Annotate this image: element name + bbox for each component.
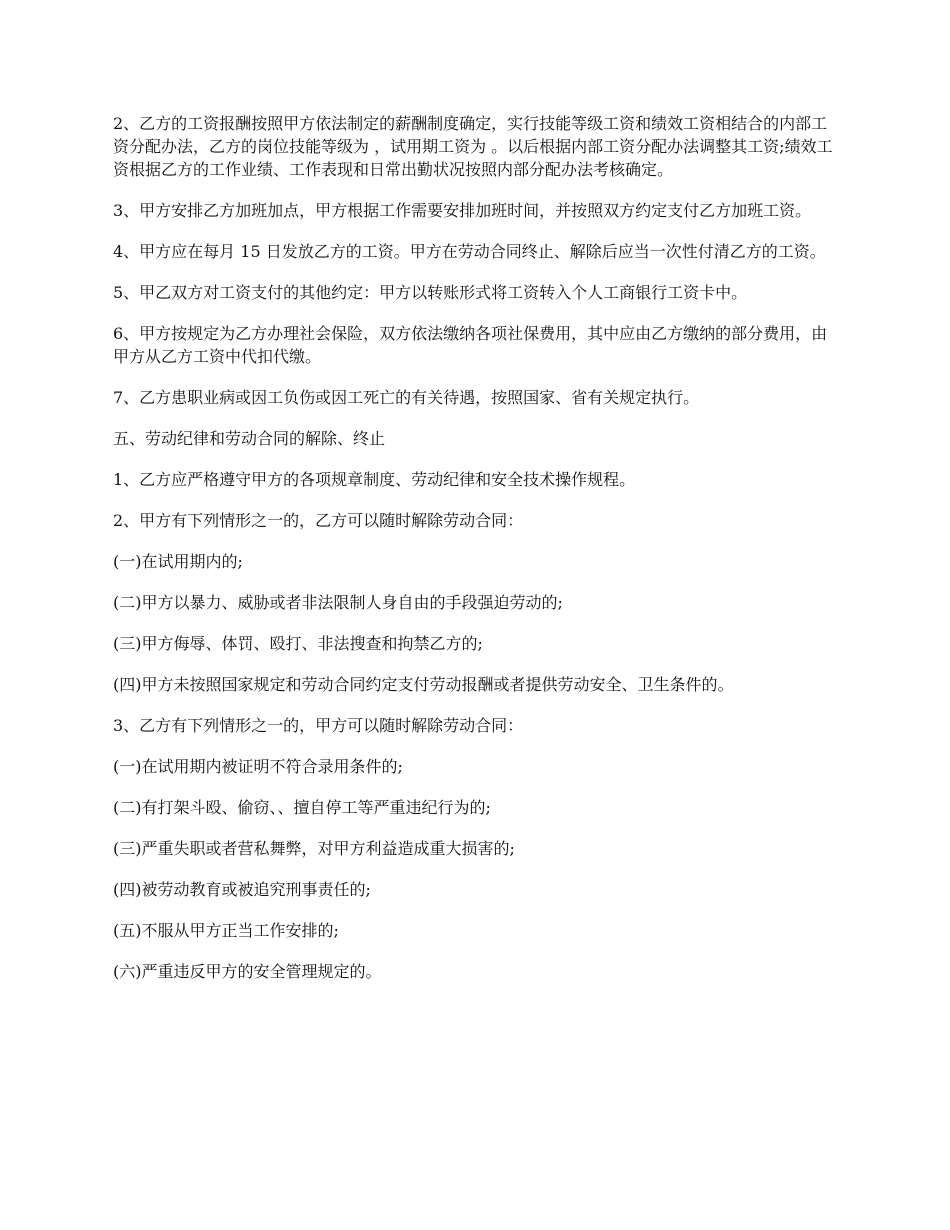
list-item-employer-2: (二)有打架斗殴、偷窃、、擅自停工等严重违纪行为的;: [113, 798, 491, 817]
paragraph-wage-system: 2、乙方的工资报酬按照甲方依法制定的薪酬制度确定，实行技能等级工资和绩效工资相结合的内部工资分配办法，乙方的岗位技能等级为 ，试用期工资为 。以后根据内部工资分配办法调整其工资;绩效工资根据乙方的工作业绩、工作表现和日常出勤状况按照内部分配办法考核确定。: [113, 114, 833, 179]
list-item-employer-3: (三)严重失职或者营私舞弊，对甲方利益造成重大损害的;: [113, 839, 515, 858]
list-item-employee-1: (一)在试用期内的;: [113, 552, 243, 571]
list-item-employee-3: (三)甲方侮辱、体罚、殴打、非法搜查和拘禁乙方的;: [113, 634, 483, 653]
paragraph-injury-benefits: 7、乙方患职业病或因工负伤或因工死亡的有关待遇，按照国家、省有关规定执行。: [113, 388, 700, 407]
paragraph-employer-termination-right: 3、乙方有下列情形之一的，甲方可以随时解除劳动合同：: [113, 716, 524, 735]
paragraph-social-insurance: 6、甲方按规定为乙方办理社会保险，双方依法缴纳各项社保费用，其中应由乙方缴纳的部分费用，由甲方从乙方工资中代扣代缴。: [113, 324, 828, 366]
list-item-employee-4: (四)甲方未按照国家规定和劳动合同约定支付劳动报酬或者提供劳动安全、卫生条件的。: [113, 675, 734, 694]
paragraph-employee-termination-right: 2、甲方有下列情形之一的，乙方可以随时解除劳动合同：: [113, 511, 524, 530]
list-item-employer-5: (五)不服从甲方正当工作安排的;: [113, 921, 339, 940]
list-item-employee-2: (二)甲方以暴力、威胁或者非法限制人身自由的手段强迫劳动的;: [113, 593, 563, 612]
paragraph-discipline: 1、乙方应严格遵守甲方的各项规章制度、劳动纪律和安全技术操作规程。: [113, 470, 636, 489]
list-item-employer-6: (六)严重违反甲方的安全管理规定的。: [113, 962, 382, 981]
document-body: [113, 112, 843, 1001]
section-heading-termination: 五、劳动纪律和劳动合同的解除、终止: [113, 429, 386, 448]
paragraph-payment-method: 5、甲乙双方对工资支付的其他约定：甲方以转账形式将工资转入个人工商银行工资卡中。: [113, 283, 748, 302]
list-item-employer-1: (一)在试用期内被证明不符合录用条件的;: [113, 757, 403, 776]
paragraph-overtime: 3、甲方安排乙方加班加点，甲方根据工作需要安排加班时间，并按照双方约定支付乙方加班工资。: [113, 201, 812, 220]
paragraph-pay-date: 4、甲方应在每月 15 日发放乙方的工资。甲方在劳动合同终止、解除后应当一次性付清乙方的工资。: [113, 242, 826, 261]
list-item-employer-4: (四)被劳动教育或被追究刑事责任的;: [113, 880, 371, 899]
